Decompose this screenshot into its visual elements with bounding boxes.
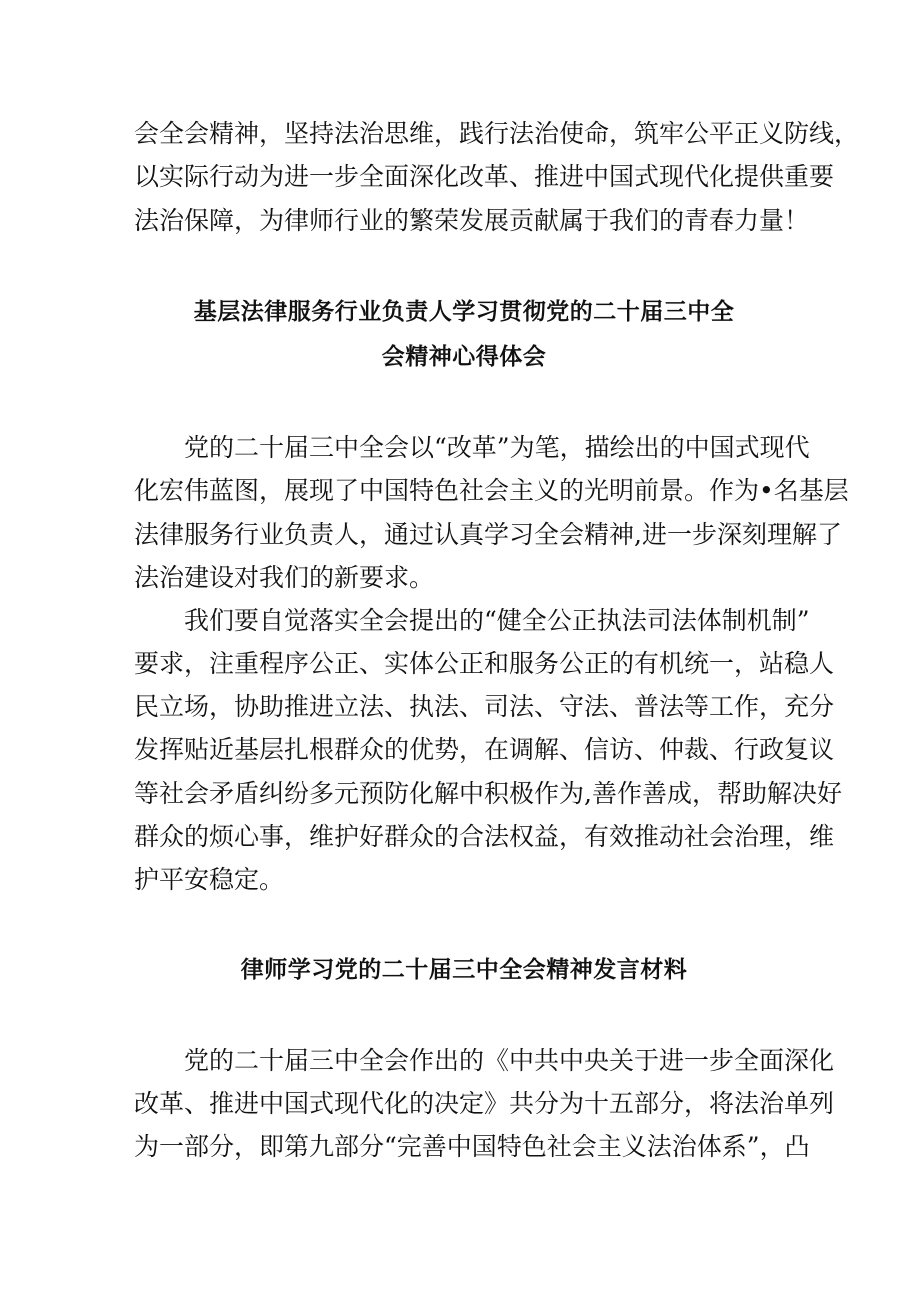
paragraph-line: 民立场，协助推进立法、执法、司法、守法、普法等工作，充分 [134,692,835,721]
paragraph-line: 改革、推进中国式现代化的决定》共分为十五部分，将法治单列 [134,1089,835,1118]
paragraph-line: 化宏伟蓝图，展现了中国特色社会主义的光明前景。作为•名基层 [134,476,849,505]
paragraph-line: 为一部分，即第九部分“完善中国特色社会主义法治体系”，凸 [134,1132,810,1161]
paragraph-line: 会全会精神，坚持法治思维，践行法治使命，筑牢公平正义防线， [134,119,860,148]
section-title: 会精神心得体会 [381,344,547,370]
paragraph-line: 党的二十届三中全会作出的《中共中央关于进一步全面深化 [184,1046,835,1075]
section-title: 律师学习党的二十届三中全会精神发言材料 [240,957,688,983]
paragraph-line: 群众的烦心事，维护好群众的合法权益，有效推动社会治理，维 [134,822,835,851]
paragraph-line: 党的二十届三中全会以“改革”为笔，描绘出的中国式现代 [184,433,810,462]
paragraph-line: 法治保障，为律师行业的繁荣发展贡献属于我们的青春力量！ [134,206,810,235]
paragraph-line: 要求，注重程序公正、实体公正和服务公正的有机统一，站稳人 [134,649,835,678]
paragraph-line: 发挥贴近基层扎根群众的优势，在调解、信访、仲裁、行政复议 [134,735,835,764]
paragraph-line: 护平安稳定。 [134,865,285,894]
paragraph-line: 我们要自觉落实全会提出的“健全公正执法司法体制机制” [184,606,810,635]
paragraph-line: 法律服务行业负责人，通过认真学习全会精神,进一步深刻理解了 [134,520,842,549]
paragraph-line: 以实际行动为进一步全面深化改革、推进中国式现代化提供重要 [134,162,835,191]
paragraph-line: 法治建设对我们的新要求。 [134,563,435,592]
section-title: 基层法律服务行业负责人学习贯彻党的二十届三中全 [193,299,735,325]
paragraph-line: 等社会矛盾纠纷多元预防化解中积极作为,善作善成，帮助解决好 [134,779,842,808]
